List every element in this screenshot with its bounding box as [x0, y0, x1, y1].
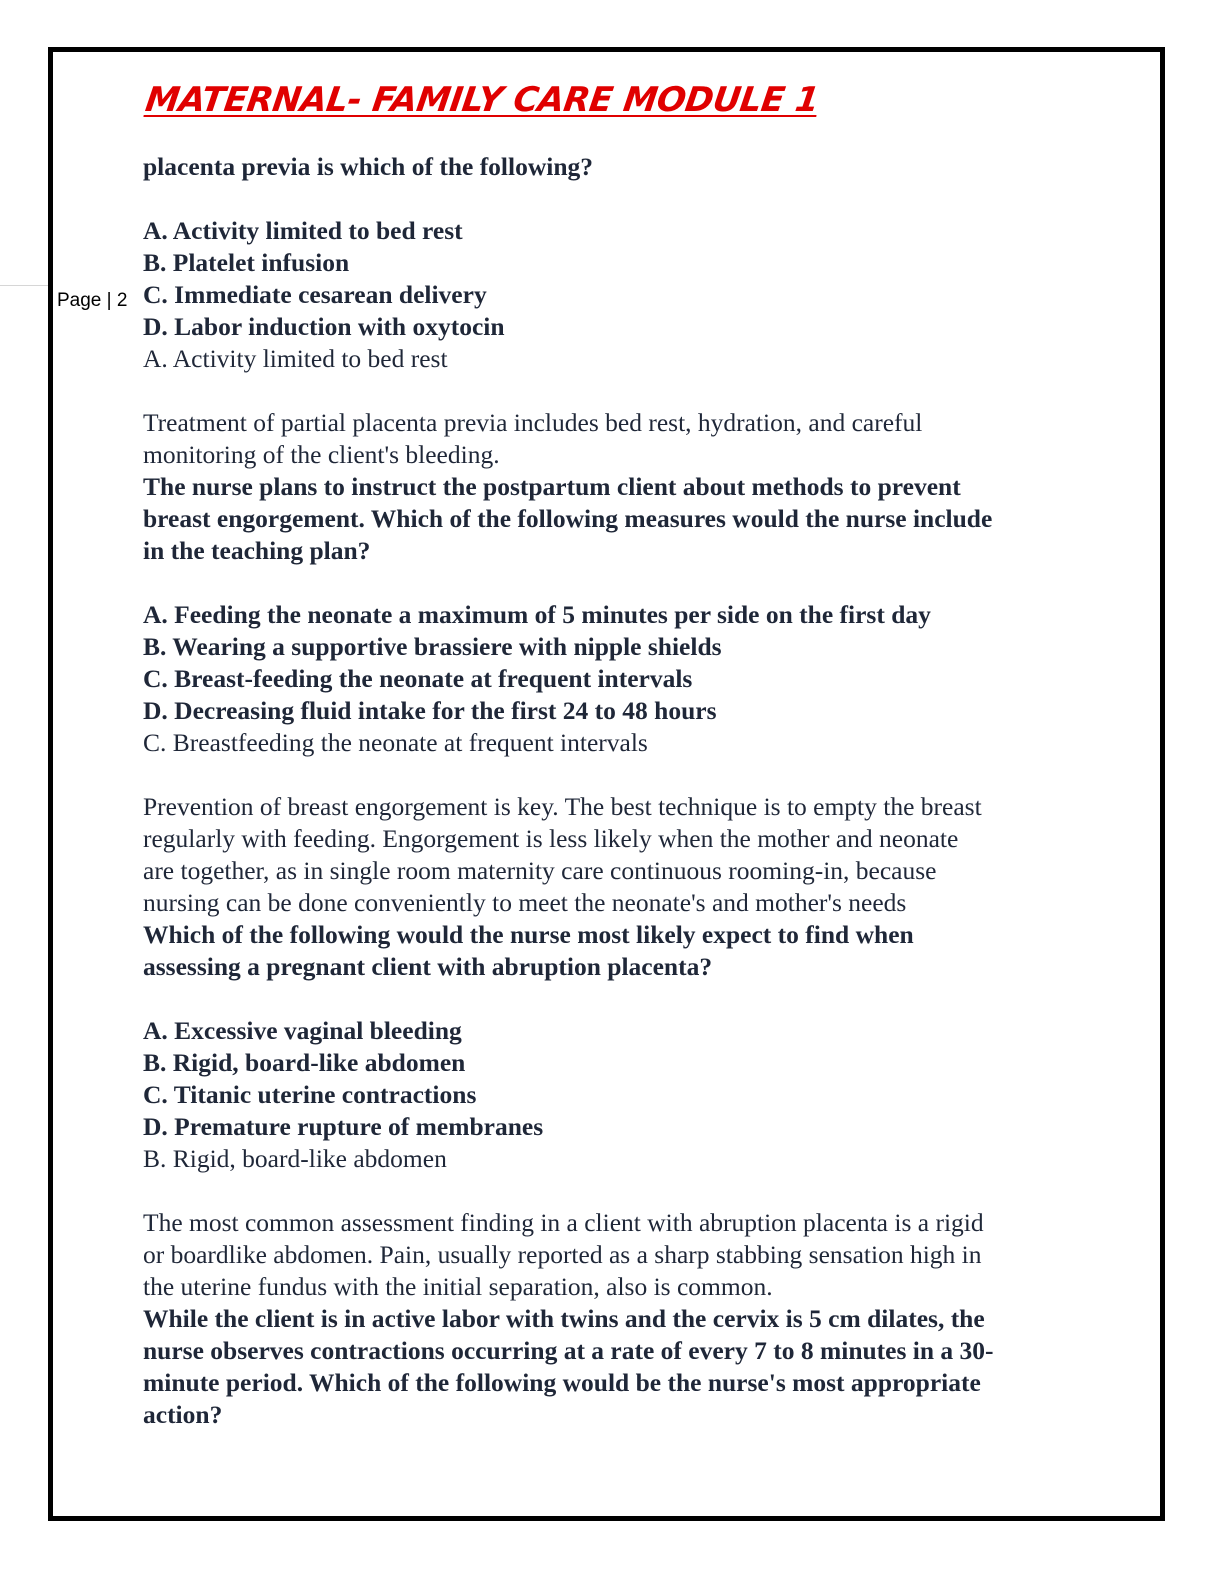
rationale-line: the uterine fundus with the initial separation, also is common. [143, 1272, 773, 1301]
question-stem: nurse observes contractions occurring at a rate of every 7 to 8 minutes in a 30- [143, 1336, 994, 1365]
question-stem: action? [143, 1400, 223, 1429]
question-stem: Which of the following would the nurse most likely expect to find when [143, 920, 914, 949]
rationale-line: regularly with feeding. Engorgement is less likely when the mother and neonate [143, 824, 959, 853]
option-a: A. Feeding the neonate a maximum of 5 minutes per side on the first day [143, 600, 931, 629]
rationale-line: nursing can be done conveniently to meet the neonate's and mother's needs [143, 888, 907, 917]
question-stem: placenta previa is which of the following? [143, 152, 594, 181]
rationale-line: are together, as in single room maternity care continuous rooming-in, because [143, 856, 937, 885]
rationale-line: Treatment of partial placenta previa includes bed rest, hydration, and careful [143, 408, 923, 437]
rationale-line: or boardlike abdomen. Pain, usually reported as a sharp stabbing sensation high in [143, 1240, 982, 1269]
option-d: D. Decreasing fluid intake for the first 24 to 48 hours [143, 696, 717, 725]
option-d: D. Premature rupture of membranes [143, 1112, 544, 1141]
question-stem: While the client is in active labor with twins and the cervix is 5 cm dilates, the [143, 1304, 985, 1333]
rationale-line: The most common assessment finding in a client with abruption placenta is a rigid [143, 1208, 984, 1237]
option-a: A. Activity limited to bed rest [143, 216, 463, 245]
document-title: MATERNAL- FAMILY CARE MODULE 1 [143, 80, 822, 120]
option-c: C. Breast-feeding the neonate at frequent intervals [143, 664, 693, 693]
document-body [143, 151, 1083, 1431]
option-b: B. Wearing a supportive brassiere with nipple shields [143, 632, 722, 661]
option-b: B. Platelet infusion [143, 248, 350, 277]
option-c: C. Immediate cesarean delivery [143, 280, 487, 309]
question-stem: breast engorgement. Which of the following measures would the nurse include [143, 504, 993, 533]
rationale-line: Prevention of breast engorgement is key. The best technique is to empty the breast [143, 792, 982, 821]
page-number: Page | 2 [57, 290, 128, 311]
option-a: A. Excessive vaginal bleeding [143, 1016, 462, 1045]
answer: C. Breastfeeding the neonate at frequent intervals [143, 728, 648, 757]
question-stem: minute period. Which of the following would be the nurse's most appropriate [143, 1368, 981, 1397]
option-b: B. Rigid, board-like abdomen [143, 1048, 466, 1077]
option-d: D. Labor induction with oxytocin [143, 312, 505, 341]
option-c: C. Titanic uterine contractions [143, 1080, 477, 1109]
question-stem: The nurse plans to instruct the postpartum client about methods to prevent [143, 472, 961, 501]
answer: A. Activity limited to bed rest [143, 344, 448, 373]
answer: B. Rigid, board-like abdomen [143, 1144, 447, 1173]
margin-rule [0, 285, 48, 286]
question-stem: in the teaching plan? [143, 536, 371, 565]
question-stem: assessing a pregnant client with abruption placenta? [143, 952, 713, 981]
rationale-line: monitoring of the client's bleeding. [143, 440, 500, 469]
